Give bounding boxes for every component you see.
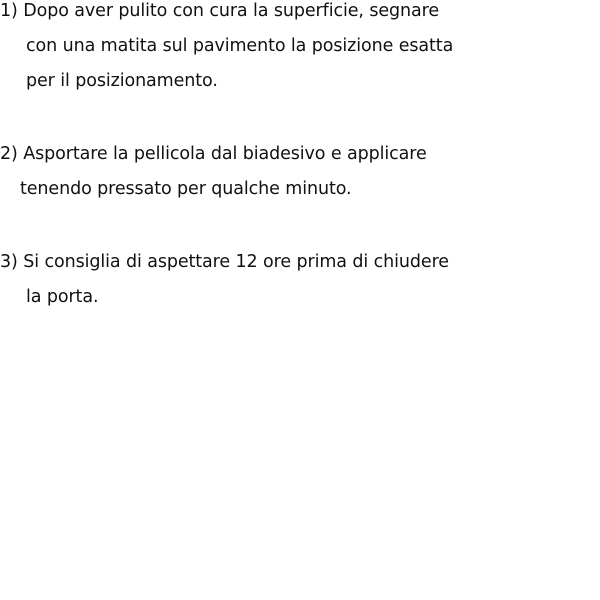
step-3-line-1: 3) Si consiglia di aspettare 12 ore prima di chiudere (0, 252, 449, 272)
step-2-line-2: tenendo pressato per qualche minuto. (20, 179, 352, 199)
step-2-line-1: 2) Asportare la pellicola dal biadesivo e applicare (0, 144, 427, 164)
step-1-line-3: per il posizionamento. (26, 71, 218, 91)
step-1-line-2: con una matita sul pavimento la posizione esatta (26, 36, 454, 56)
step-1-line-1: 1) Dopo aver pulito con cura la superficie, segnare (0, 1, 440, 21)
step-3-line-2: la porta. (26, 287, 99, 307)
